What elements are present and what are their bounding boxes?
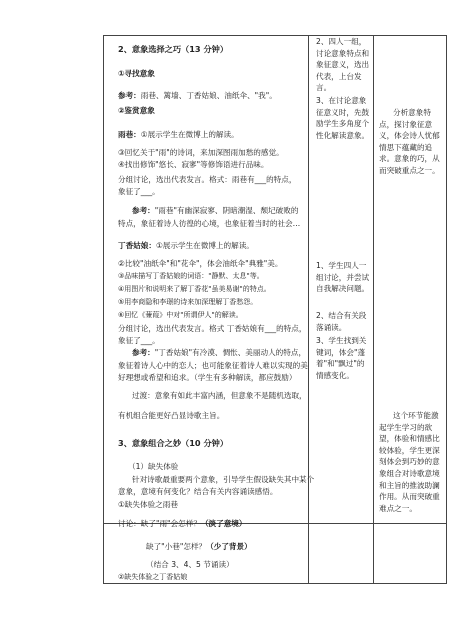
missing-lilac-girl: ②缺失体验之丁香姑娘 bbox=[118, 573, 188, 581]
activity-group: 1、学生四人一组讨论，并尝试自我解决问题。 bbox=[316, 261, 370, 294]
lilac-step-6: ⑥回忆《蒹葭》中对"所谓伊人"的解读。 bbox=[118, 311, 243, 319]
section-2-title: 2、意象选择之巧（13 分钟） bbox=[118, 44, 229, 54]
intent-analysis: 分析意象特点，探讨象征意义，体会诗人忧郁情思下蕴藏的追求。意象的巧，从而突破重点之一。 bbox=[379, 108, 440, 175]
discussion-missing-rain-q: 讨论：缺了"雨"会怎样？ bbox=[118, 519, 201, 528]
rain-lane-step-3: ③回忆关于"雨"的诗词，来加深图雨加愁的感觉。 bbox=[118, 148, 284, 157]
lilac-discussion-2: 象征了___。 bbox=[118, 336, 160, 345]
activity-discuss: 2、四人一组，讨论意象特点和象征意义，选出代表，上台发言。 bbox=[316, 37, 370, 93]
table-bottom-border bbox=[103, 583, 447, 584]
reference-2-line-a: "雨巷"有幽深寂寥、阴暗潮湿、颓圮破败的 bbox=[154, 206, 299, 215]
rain-lane-discussion-2: 象征了___。 bbox=[118, 187, 160, 196]
lilac-discussion: 分组讨论，选出代表发言。格式 丁香姑娘有___的特点， bbox=[118, 324, 307, 333]
activity-interpret: 3、在讨论意象征意义时，先鼓励学生多角度个性化解读意象。 bbox=[316, 96, 370, 140]
missing-experience: （1）缺失体验 bbox=[128, 462, 179, 471]
rain-lane-heading bbox=[118, 129, 239, 140]
transition-line-b: 有机组合能更好凸显诗歌主旨。 bbox=[118, 411, 225, 420]
rain-lane-discussion: 分组讨论，选出代表发言。格式：雨巷有___的特点， bbox=[118, 175, 297, 184]
table-top-border bbox=[103, 35, 447, 36]
reference-3-line-a: "丁香姑娘"有冷漠、惆怅、美丽动人的特点， bbox=[154, 348, 307, 357]
transition-line-a: 过渡：意象有如此丰富内涵，但意象不是随机选取， bbox=[132, 391, 307, 400]
reference-3-line-b: 象征着诗人心中的恋人；也可能象征着诗人难以实现的美 bbox=[118, 361, 308, 370]
reference-3-line-c: 好理想或希望和追求。（学生有多种解读，都应鼓励） bbox=[118, 373, 297, 382]
activity-recite: 2、结合有关段落诵读。 bbox=[316, 311, 367, 332]
table-col-divider-2 bbox=[373, 35, 374, 584]
discussion-missing-rain-a: （淡了意境） bbox=[200, 519, 247, 528]
missing-experience-desc-1: 针对诗歌最重要两个意象，引导学生假设缺失其中某个 bbox=[132, 475, 315, 484]
reference-3 bbox=[132, 347, 306, 358]
discussion-missing-lane-a: （少了背景） bbox=[206, 542, 252, 551]
step-appreciate-imagery: ②鉴赏意象 bbox=[118, 106, 155, 115]
table-right-border bbox=[446, 35, 447, 584]
missing-experience-desc-2: 意象，意境有何变化？结合有关内容诵读感悟。 bbox=[118, 487, 278, 496]
rain-lane-step-1: ①展示学生在微博上的解读。 bbox=[140, 130, 239, 139]
lilac-girl-label: 丁香姑娘： bbox=[118, 241, 156, 250]
lilac-step-1: ①展示学生在微博上的解读。 bbox=[155, 241, 254, 250]
discussion-missing-lane bbox=[146, 541, 252, 552]
section-3-title: 3、意象组合之妙（10 分钟） bbox=[118, 438, 229, 448]
reference-2-label: 参考： bbox=[132, 206, 155, 215]
lilac-step-4: ④用图片和说明来了解丁香花"虽美易谢"的特点。 bbox=[118, 285, 271, 293]
table-left-border bbox=[103, 35, 104, 584]
rain-lane-step-4: ④找出修饰"悠长、寂寥"等修饰语进行品味。 bbox=[118, 160, 269, 169]
reference-1 bbox=[118, 90, 277, 101]
lilac-girl-heading bbox=[118, 240, 254, 251]
lilac-step-2: ②比较"油纸伞"和"花伞"，体会油纸伞"典雅"美。 bbox=[118, 259, 283, 268]
reference-2-line-b: 特点，象征着诗人彷徨的心境，也象征着当时的社会… bbox=[118, 219, 301, 228]
step-find-imagery: ①寻找意象 bbox=[118, 69, 155, 78]
reference-3-label: 参考： bbox=[132, 348, 155, 357]
reference-1-label: 参考： bbox=[118, 91, 141, 100]
missing-rain-lane: ①缺失体验之雨巷 bbox=[118, 500, 178, 509]
discussion-missing-rain bbox=[118, 518, 247, 529]
discussion-missing-lane-q: 缺了"小巷"怎样？ bbox=[146, 542, 207, 551]
lilac-step-3: ③品味描写丁香姑娘的词语："静默、太息"等。 bbox=[118, 272, 264, 280]
reference-1-text: 雨巷、篱墙、丁香姑娘、油纸伞、"我"。 bbox=[140, 91, 277, 100]
activity-keywords: 3、学生找到关键词，体会"蓬着"和"飘过"的情感变化。 bbox=[316, 336, 367, 380]
rain-lane-label: 雨巷： bbox=[118, 130, 141, 139]
table-col-divider-1 bbox=[308, 35, 309, 584]
recite-note: （结合 3、4、5 节诵读） bbox=[146, 560, 234, 569]
lilac-step-5: ⑤用李商隐和李璟的诗来加深理解丁香愁怨。 bbox=[118, 298, 258, 306]
reference-2 bbox=[132, 205, 298, 216]
intent-combination: 这个环节能激起学生学习的欲望，体验和情感比较体验，学生更深刻体会到巧妙的意象组合对诗歌意境和主旨的推波助澜作用。从而突破重难点之一。 bbox=[379, 411, 440, 513]
